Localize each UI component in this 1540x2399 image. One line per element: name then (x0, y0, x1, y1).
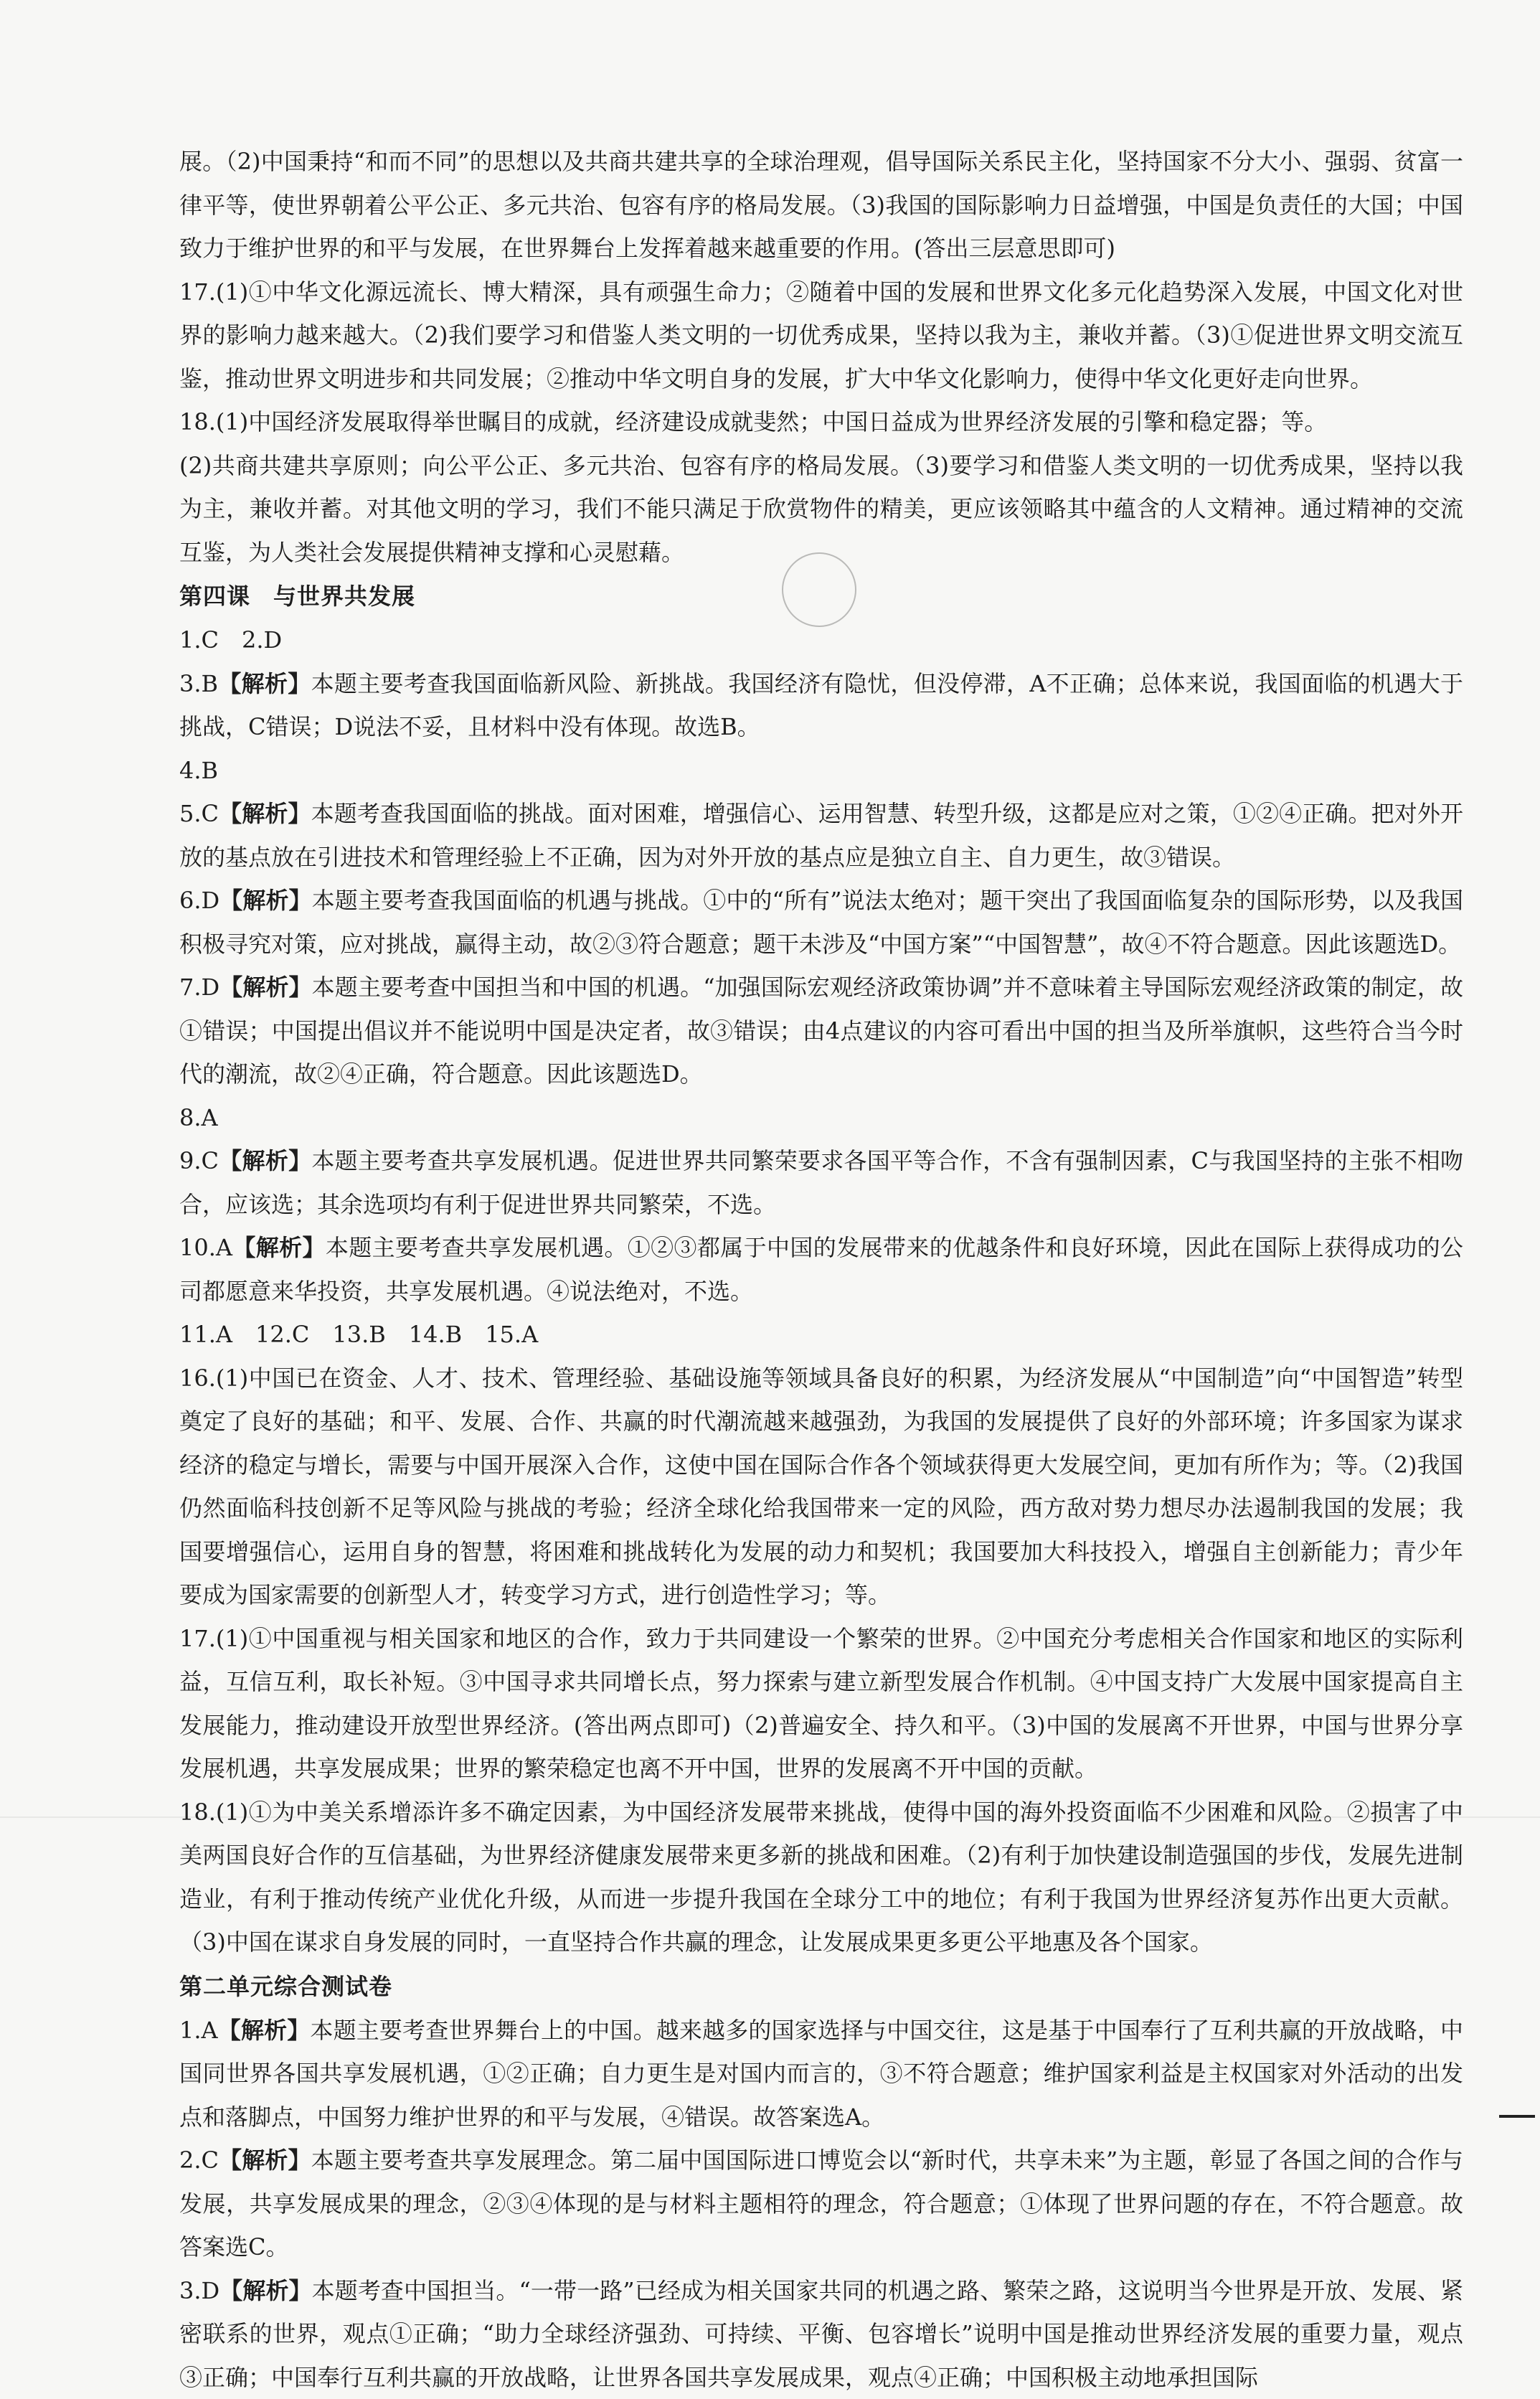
answer-1-2: 1.C 2.D (179, 618, 1463, 662)
page-edge-mark (1499, 2115, 1535, 2118)
unit-answer-1: 1.A【解析】本题主要考查世界舞台上的中国。越来越多的国家选择与中国交往，这是基于中国奉行了互利共赢的开放战略，中国同世界各国共享发展机遇，①②正确；自力更生是对国内而言的，③不符合题意；维护国家利益是主权国家对外活动的出发点和落脚点，中国努力维护世界的和平与发展，④错误。故答案选A。 (179, 2009, 1463, 2139)
answer-4: 4.B (179, 749, 1463, 793)
answer-11-15: 11.A 12.C 13.B 14.B 15.A (179, 1313, 1463, 1357)
unit-answer-2: 2.C【解析】本题主要考查共享发展理念。第二届中国国际进口博览会以“新时代，共享未来”为主题，彰显了各国之间的合作与发展，共享发展成果的理念，②③④体现的是与材料主题相符的理念，符合题意；①体现了世界问题的存在，不符合题意。故答案选C。 (179, 2139, 1463, 2269)
paragraph-q18-1: 18.(1)中国经济发展取得举世瞩目的成就，经济建设成就斐然；中国日益成为世界经济发展的引擎和稳定器；等。 (179, 400, 1463, 444)
answer-5: 5.C【解析】本题考查我国面临的挑战。面对困难，增强信心、运用智慧、转型升级，这都是应对之策，①②④正确。把对外开放的基点放在引进技术和管理经验上不正确，因为对外开放的基点应是独立自主、自力更生，故③错误。 (179, 792, 1463, 879)
answer-9: 9.C【解析】本题主要考查共享发展机遇。促进世界共同繁荣要求各国平等合作，不含有强制因素，C与我国坚持的主张不相吻合，应该选；其余选项均有利于促进世界共同繁荣，不选。 (179, 1139, 1463, 1226)
answer-17: 17.(1)①中国重视与相关国家和地区的合作，致力于共同建设一个繁荣的世界。②中国充分考虑相关合作国家和地区的实际利益，互信互利，取长补短。③中国寻求共同增长点，努力探索与建立新型发展合作机制。④中国支持广大发展中国家提高自主发展能力，推动建设开放型世界经济。(答出两点即可)（2)普遍安全、持久和平。（3)中国的发展离不开世界，中国与世界分享发展机遇，共享发展成果；世界的繁荣稳定也离不开中国，世界的发展离不开中国的贡献。 (179, 1617, 1463, 1791)
answer-16: 16.(1)中国已在资金、人才、技术、管理经验、基础设施等领域具备良好的积累，为经济发展从“中国制造”向“中国智造”转型奠定了良好的基础；和平、发展、合作、共赢的时代潮流越来越强劲，为我国的发展提供了良好的外部环境；许多国家为谋求经济的稳定与增长，需要与中国开展深入合作，这使中国在国际合作各个领域获得更大发展空间，更加有所作为；等。（2)我国仍然面临科技创新不足等风险与挑战的考验；经济全球化给我国带来一定的风险，西方敌对势力想尽办法遏制我国的发展；我国要增强信心，运用自身的智慧，将困难和挑战转化为发展的动力和契机；我国要加大科技投入，增强自主创新能力；青少年要成为国家需要的创新型人才，转变学习方式，进行创造性学习；等。 (179, 1357, 1463, 1617)
answer-10: 10.A【解析】本题主要考查共享发展机遇。①②③都属于中国的发展带来的优越条件和良好环境，因此在国际上获得成功的公司都愿意来华投资，共享发展机遇。④说法绝对，不选。 (179, 1226, 1463, 1313)
answer-6: 6.D【解析】本题主要考查我国面临的机遇与挑战。①中的“所有”说法太绝对；题干突出了我国面临复杂的国际形势，以及我国积极寻究对策，应对挑战，赢得主动，故②③符合题意；题干未涉及“中国方案”“中国智慧”，故④不符合题意。因此该题选D。 (179, 879, 1463, 966)
lesson-heading-title: 与世界共发展 (273, 583, 415, 610)
lesson-heading-number: 第四课 (179, 583, 250, 610)
unit-answer-3: 3.D【解析】本题考查中国担当。“一带一路”已经成为相关国家共同的机遇之路、繁荣之路，这说明当今世界是开放、发展、紧密联系的世界，观点①正确；“助力全球经济强劲、可持续、平衡、包容增长”说明中国是推动世界经济发展的重要力量，观点③正确；中国奉行互利共赢的开放战略，让世界各国共享发展成果，观点④正确；中国积极主动地承担国际 (179, 2269, 1463, 2399)
answer-18: 18.(1)①为中美关系增添许多不确定因素，为中国经济发展带来挑战，使得中国的海外投资面临不少困难和风险。②损害了中美两国良好合作的互信基础，为世界经济健康发展带来更多新的挑战和困难。（2)有利于加快建设制造强国的步伐，发展先进制造业，有利于推动传统产业优化升级，从而进一步提升我国在全球分工中的地位；有利于我国为世界经济复苏作出更大贡献。（3)中国在谋求自身发展的同时，一直坚持合作共赢的理念，让发展成果更多更公平地惠及各个国家。 (179, 1791, 1463, 1964)
answer-page (179, 140, 1463, 2399)
unit-test-heading: 第二单元综合测试卷 (179, 1964, 1463, 2009)
answer-8: 8.A (179, 1096, 1463, 1140)
paragraph-q18-2: (2)共商共建共享原则；向公平公正、多元共治、包容有序的格局发展。（3)要学习和借鉴人类文明的一切优秀成果，坚持以我为主，兼收并蓄。对其他文明的学习，我们不能只满足于欣赏物件的精美，更应该领略其中蕴含的人文精神。通过精神的交流互鉴，为人类社会发展提供精神支撑和心灵慰藉。 (179, 444, 1463, 575)
paragraph-cont: 展。（2)中国秉持“和而不同”的思想以及共商共建共享的全球治理观，倡导国际关系民主化，坚持国家不分大小、强弱、贫富一律平等，使世界朝着公平公正、多元共治、包容有序的格局发展。（3)我国的国际影响力日益增强，中国是负责任的大国；中国致力于维护世界的和平与发展，在世界舞台上发挥着越来越重要的作用。(答出三层意思即可) (179, 140, 1463, 270)
answer-7: 7.D【解析】本题主要考查中国担当和中国的机遇。“加强国际宏观经济政策协调”并不意味着主导国际宏观经济政策的制定，故①错误；中国提出倡议并不能说明中国是决定者，故③错误；由4点建议的内容可看出中国的担当及所举旗帜，这些符合当今时代的潮流，故②④正确，符合题意。因此该题选D。 (179, 966, 1463, 1096)
watermark-stamp (782, 552, 856, 627)
paragraph-q17: 17.(1)①中华文化源远流长、博大精深，具有顽强生命力；②随着中国的发展和世界文化多元化趋势深入发展，中国文化对世界的影响力越来越大。（2)我们要学习和借鉴人类文明的一切优秀成果，坚持以我为主，兼收并蓄。（3)①促进世界文明交流互鉴，推动世界文明进步和共同发展；②推动中华文明自身的发展，扩大中华文化影响力，使得中华文化更好走向世界。 (179, 270, 1463, 401)
answer-3: 3.B【解析】本题主要考查我国面临新风险、新挑战。我国经济有隐忧，但没停滞，A不正确；总体来说，我国面临的机遇大于挑战，C错误；D说法不妥，且材料中没有体现。故选B。 (179, 662, 1463, 749)
